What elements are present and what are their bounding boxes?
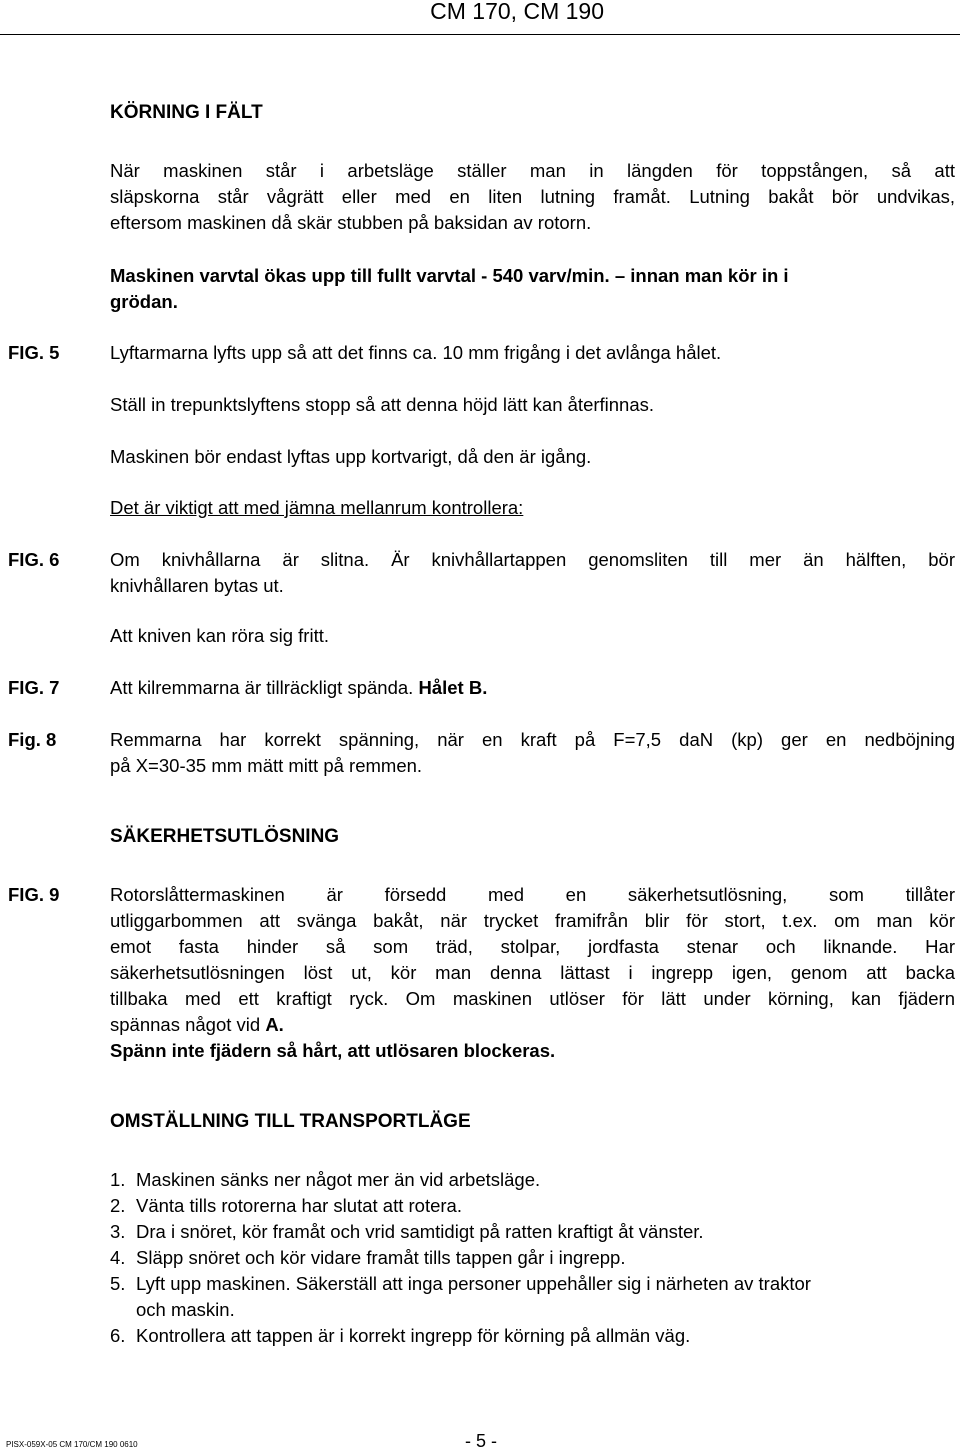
paragraph-line: Ställ in trepunktslyftens stopp så att denna höjd lätt kan återfinnas. xyxy=(110,394,655,415)
header-rule xyxy=(0,34,960,35)
paragraph-line: på X=30-35 mm mätt mitt på remmen. xyxy=(110,755,423,776)
paragraph-line: utliggarbommen att svänga bakåt, när trycket framifrån blir för stort, t.ex. om man kör xyxy=(110,910,955,931)
paragraph-line-bold: Maskinen varvtal ökas upp till fullt varvtal - 540 varv/min. – innan man kör in i xyxy=(110,265,789,286)
paragraph-line: Rotorslåttermaskinen är försedd med en säkerhetsutlösning, som tillåter xyxy=(110,884,955,905)
list-item xyxy=(110,1169,540,1191)
paragraph-line xyxy=(110,677,487,699)
paragraph-line-underlined: Det är viktigt att med jämna mellanrum kontrollera: xyxy=(110,497,524,518)
spring-text: spännas något vid xyxy=(110,1014,261,1035)
list-item-number: 2. xyxy=(110,1195,126,1216)
list-item xyxy=(110,1273,811,1295)
section-heading-sakerhet: SÄKERHETSUTLÖSNING xyxy=(110,826,340,847)
fig-label: FIG. 5 xyxy=(8,342,60,363)
paragraph-line: Remmarna har korrekt spänning, när en kraft på F=7,5 daN (kp) ger en nedböjning xyxy=(110,729,955,750)
page-header-title: CM 170, CM 190 xyxy=(430,0,604,24)
paragraph-line: Om knivhållarna är slitna. Är knivhållartappen genomsliten till mer än hälften, bör xyxy=(110,549,955,570)
paragraph-line: tillbaka med ett kraftigt ryck. Om maskinen utlöser för lätt under körning, kan fjädern xyxy=(110,988,955,1009)
paragraph-line: Lyftarmarna lyfts upp så att det finns ca. 10 mm frigång i det avlånga hålet. xyxy=(110,342,722,363)
list-item-text: Släpp snöret och kör vidare framåt tills tappen går i ingrepp. xyxy=(136,1247,626,1268)
fig-label: FIG. 7 xyxy=(8,677,60,698)
paragraph-line: eftersom maskinen då skär stubben på baksidan av rotorn. xyxy=(110,212,592,233)
fig-label: Fig. 8 xyxy=(8,729,57,750)
fig7-text: Att kilremmarna är tillräckligt spända. xyxy=(110,677,414,698)
section-heading-korning: KÖRNING I FÄLT xyxy=(110,102,263,123)
warning-line: Spänn inte fjädern så hårt, att utlösaren blockeras. xyxy=(110,1040,556,1061)
list-item-text: Lyft upp maskinen. Säkerställ att inga personer uppehåller sig i närheten av traktor xyxy=(136,1273,811,1294)
list-item xyxy=(110,1247,625,1269)
fig-label: FIG. 9 xyxy=(8,884,60,905)
fig7-bold-text: Hålet B. xyxy=(418,677,488,698)
list-item-number: 4. xyxy=(110,1247,126,1268)
paragraph-line: säkerhetsutlösningen löst ut, kör man denna lättast i ingrepp igen, genom att backa xyxy=(110,962,955,983)
list-item-number: 1. xyxy=(110,1169,126,1190)
list-item xyxy=(110,1325,690,1347)
footer-document-code: PISX-059X-05 CM 170/CM 190 0610 xyxy=(6,1440,138,1449)
list-item xyxy=(110,1195,462,1217)
list-item-text: Kontrollera att tappen är i korrekt ingrepp för körning på allmän väg. xyxy=(136,1325,691,1346)
paragraph-line: knivhållaren bytas ut. xyxy=(110,575,284,596)
paragraph-line xyxy=(110,1014,284,1036)
paragraph-line: När maskinen står i arbetsläge ställer man in längden för toppstången, så att xyxy=(110,160,955,181)
list-item-number: 3. xyxy=(110,1221,126,1242)
section-heading-transport: OMSTÄLLNING TILL TRANSPORTLÄGE xyxy=(110,1111,471,1132)
paragraph-line: Att kniven kan röra sig fritt. xyxy=(110,625,330,646)
list-item-text: Maskinen sänks ner något mer än vid arbetsläge. xyxy=(136,1169,541,1190)
footer-page-number: - 5 - xyxy=(465,1431,498,1451)
list-item xyxy=(110,1221,704,1243)
list-item xyxy=(110,1299,235,1321)
list-item-text: Vänta tills rotorerna har slutat att rotera. xyxy=(136,1195,462,1216)
list-item-text: och maskin. xyxy=(136,1299,235,1320)
spring-label-a: A. xyxy=(265,1014,284,1035)
paragraph-line: Maskinen bör endast lyftas upp kortvarigt, då den är igång. xyxy=(110,446,592,467)
fig-label: FIG. 6 xyxy=(8,549,60,570)
list-item-number: 6. xyxy=(110,1325,126,1346)
list-item-text: Dra i snöret, kör framåt och vrid samtidigt på ratten kraftigt åt vänster. xyxy=(136,1221,704,1242)
paragraph-line-bold: grödan. xyxy=(110,291,178,312)
list-item-number: 5. xyxy=(110,1273,126,1294)
paragraph-line: släpskorna står vågrätt eller med en liten lutning framåt. Lutning bakåt bör undvikas, xyxy=(110,186,955,207)
paragraph-line: emot fasta hinder så som träd, stolpar, jordfasta stenar och liknande. Har xyxy=(110,936,955,957)
